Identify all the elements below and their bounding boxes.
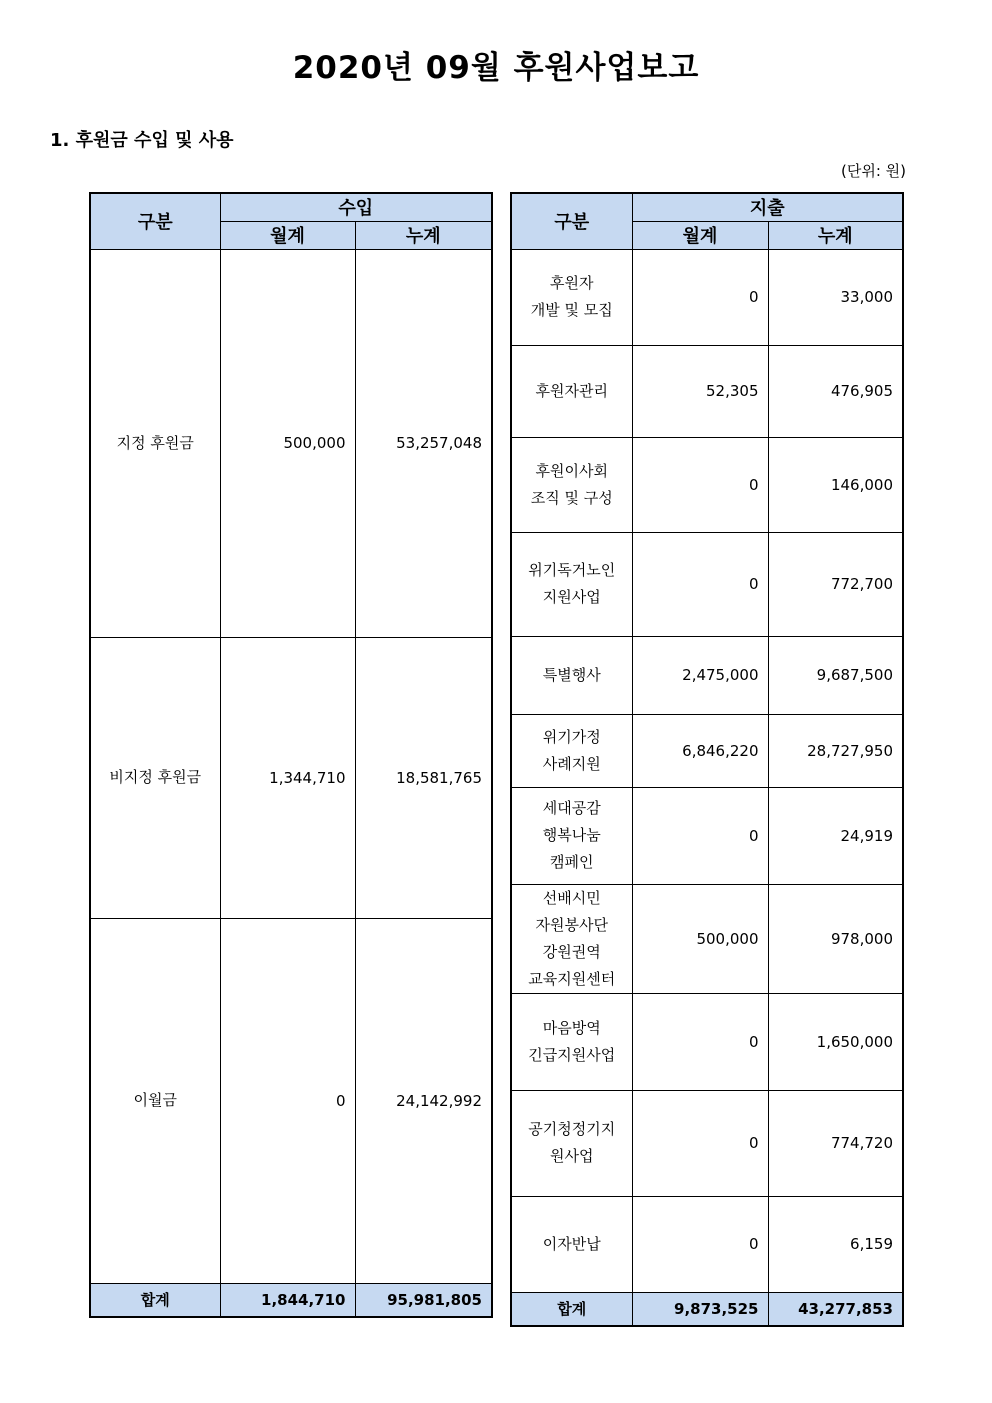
expense-cumulative-header: 누계 [768,221,903,249]
expense-category [511,714,632,787]
income-monthly-header: 월계 [220,221,355,249]
expense-total-row [511,1292,903,1326]
expense-monthly: 0 [632,249,768,345]
table-row [90,637,492,918]
income-category-header: 구분 [90,193,220,249]
income-monthly: 500,000 [220,249,355,637]
expense-category-header: 구분 [511,193,632,249]
table-row [511,437,903,532]
expense-category [511,532,632,636]
expense-monthly: 0 [632,1196,768,1292]
expense-monthly: 500,000 [632,884,768,993]
expense-category-line: 원사업 [550,1147,594,1165]
expense-category-line: 사례지원 [542,754,601,773]
income-category: 지정 후원금 [90,249,220,637]
expense-category-line: 마음방역 [542,1018,601,1037]
income-cumulative-header: 누계 [355,221,492,249]
expense-monthly: 2,475,000 [632,636,768,714]
income-category: 비지정 후원금 [90,637,220,918]
expense-category-line: 조직 및 구성 [530,488,613,507]
table-row [511,787,903,884]
expense-category-line: 공기청정기지 [528,1120,616,1138]
expense-cumulative: 774,720 [768,1090,903,1196]
income-total-row [90,1283,492,1317]
income-total-cumulative: 95,981,805 [355,1283,492,1317]
income-group-header: 수입 [220,193,492,221]
expense-total-monthly: 9,873,525 [632,1292,768,1326]
expense-category-line: 행복나눔 [542,826,601,844]
expense-category [511,437,632,532]
expense-category-line: 위기독거노인 [528,561,616,579]
expense-category [511,345,632,437]
income-category: 이월금 [90,918,220,1283]
expense-monthly-header: 월계 [632,221,768,249]
expense-group-header: 지출 [632,193,903,221]
expense-category [511,884,632,993]
expense-cumulative: 772,700 [768,532,903,636]
expense-cumulative: 28,727,950 [768,714,903,787]
expense-category-line: 특별행사 [542,665,601,684]
income-total-label: 합계 [90,1283,220,1317]
expense-monthly: 6,846,220 [632,714,768,787]
table-row [511,345,903,437]
expense-table [510,192,904,1327]
expense-cumulative: 978,000 [768,884,903,993]
expense-category-line: 지원사업 [542,588,601,606]
expense-category [511,249,632,345]
table-row [511,884,903,993]
income-monthly: 0 [220,918,355,1283]
expense-monthly: 0 [632,787,768,884]
table-row [511,714,903,787]
income-table [89,192,493,1318]
income-cumulative: 18,581,765 [355,637,492,918]
table-row [511,993,903,1090]
expense-cumulative: 9,687,500 [768,636,903,714]
expense-category [511,1196,632,1292]
expense-category-line: 선배시민 [542,888,601,907]
expense-monthly: 0 [632,993,768,1090]
expense-category-line: 개발 및 모집 [530,301,613,319]
expense-monthly: 0 [632,532,768,636]
expense-category [511,993,632,1090]
income-monthly: 1,344,710 [220,637,355,918]
expense-monthly: 0 [632,1090,768,1196]
table-row [511,1196,903,1292]
expense-cumulative: 146,000 [768,437,903,532]
table-row [511,636,903,714]
expense-category-line: 캠페인 [550,853,594,871]
table-row [90,918,492,1283]
page-title: 2020년 09월 후원사업보고 [292,50,700,86]
expense-category-line: 강원권역 [542,942,601,961]
expense-category-line: 후원자 [550,274,594,292]
expense-category-line: 위기가정 [542,727,601,746]
expense-cumulative: 476,905 [768,345,903,437]
expense-category-line: 이자반납 [542,1234,601,1253]
expense-category-line: 교육지원센터 [528,969,616,988]
expense-category-line: 긴급지원사업 [528,1045,616,1064]
expense-total-label: 합계 [511,1292,632,1326]
expense-cumulative: 24,919 [768,787,903,884]
expense-cumulative: 6,159 [768,1196,903,1292]
table-row [90,249,492,637]
expense-category-line: 후원자관리 [535,381,608,400]
expense-category-line: 자원봉사단 [535,915,608,934]
table-row [511,1090,903,1196]
expense-category [511,636,632,714]
expense-category [511,787,632,884]
income-cumulative: 24,142,992 [355,918,492,1283]
expense-cumulative: 1,650,000 [768,993,903,1090]
expense-total-cumulative: 43,277,853 [768,1292,903,1326]
expense-monthly: 0 [632,437,768,532]
expense-category [511,1090,632,1196]
expense-category-line: 후원이사회 [535,461,608,480]
expense-monthly: 52,305 [632,345,768,437]
income-cumulative: 53,257,048 [355,249,492,637]
section-heading: 1. 후원금 수입 및 사용 [50,130,234,151]
expense-cumulative: 33,000 [768,249,903,345]
income-total-monthly: 1,844,710 [220,1283,355,1317]
unit-note: (단위: 원) [841,162,906,180]
expense-category-line: 세대공감 [542,799,601,817]
table-row [511,532,903,636]
table-row [511,249,903,345]
